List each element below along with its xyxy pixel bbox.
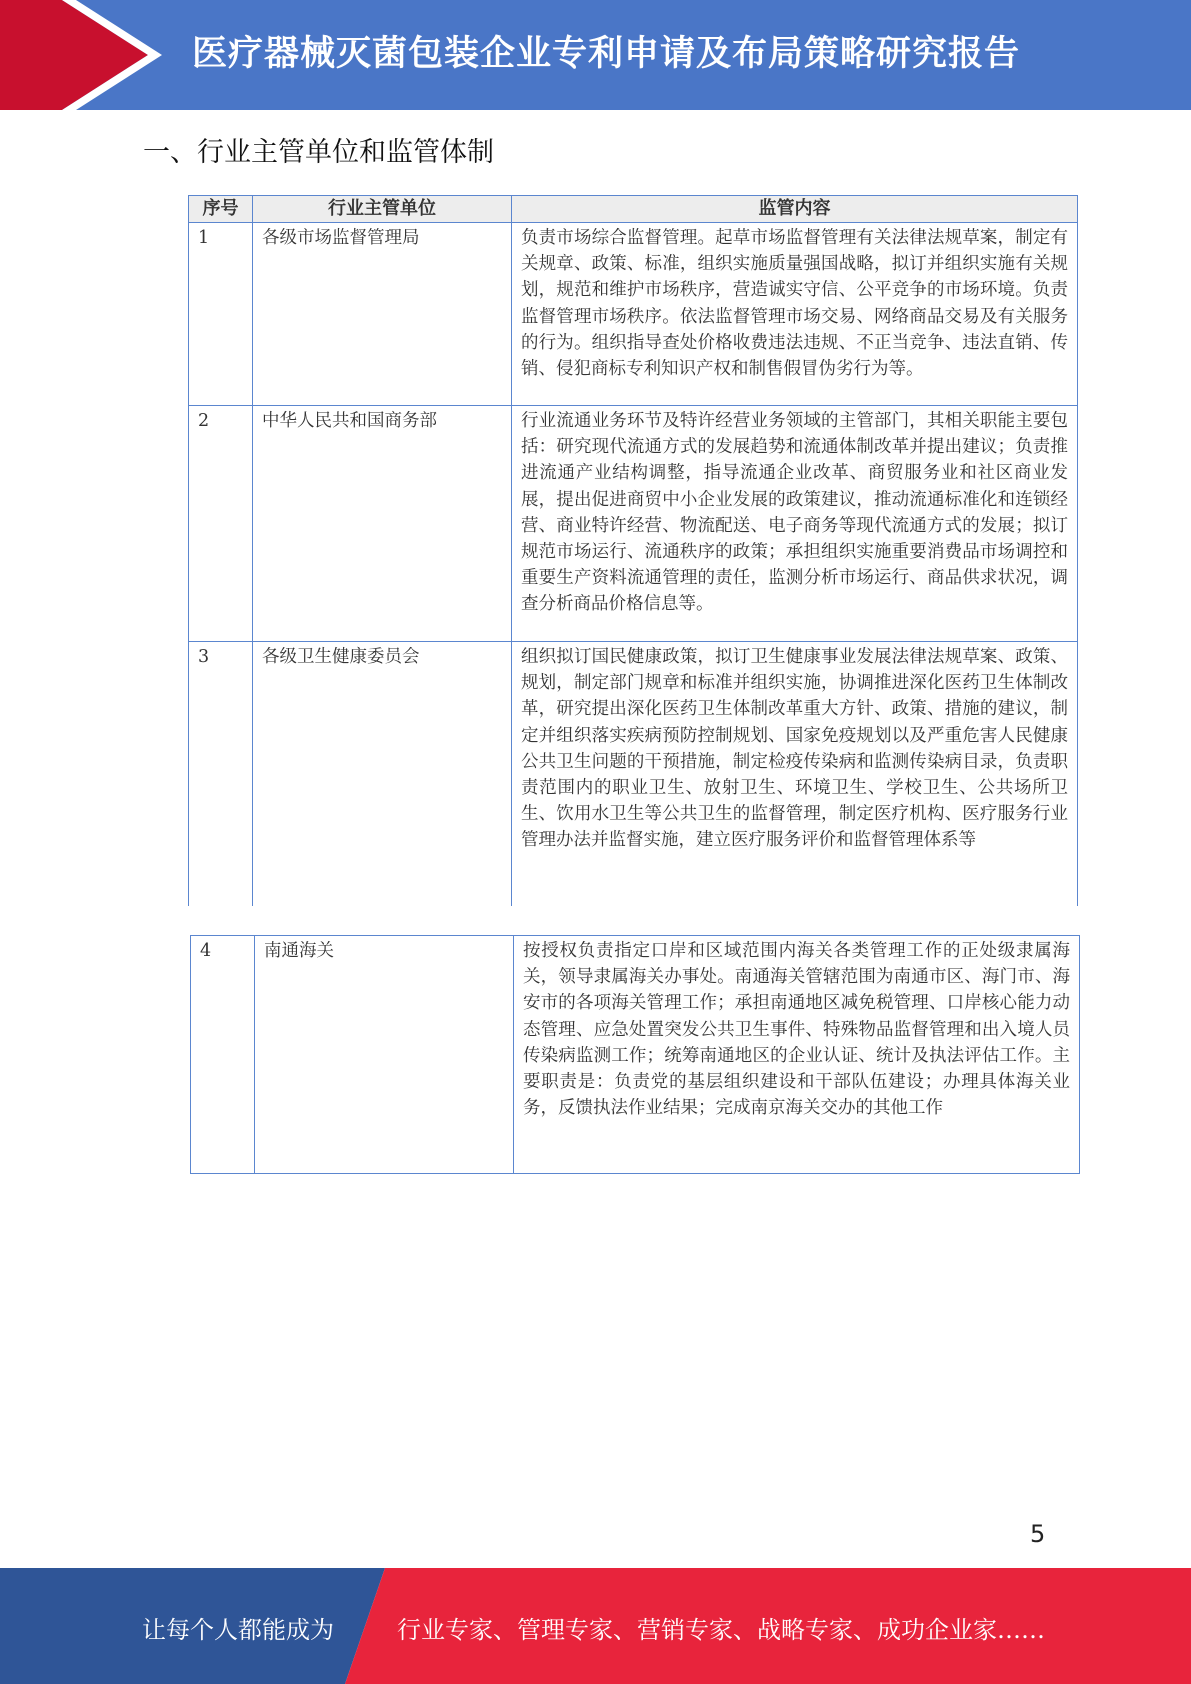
header-content: 监管内容 (512, 196, 1078, 223)
row-content: 行业流通业务环节及特许经营业务领域的主管部门，其相关职能主要包括：研究现代流通方式的发展趋势和流通体制改革并提出建议；负责推进流通产业结构调整，指导流通企业改革、商贸服务业和社区商业发展，提出促进商贸中小企业发展的政策建议，推动流通标准化和连锁经营、商业特许经营、物流配送、电子商务等现代流通方式的发展；拟订规范市场运行、流通秩序的政策；承担组织实施重要消费品市场调控和重要生产资料流通管理的责任，监测分析市场运行、商品供求状况，调查分析商品价格信息等。 (512, 406, 1078, 642)
table-row (189, 223, 1078, 406)
footer-banner (0, 1568, 1191, 1684)
footer-slogan-left: 让每个人都能成为 (142, 1616, 334, 1644)
row-content: 按授权负责指定口岸和区域范围内海关各类管理工作的正处级隶属海关，领导隶属海关办事处。南通海关管辖范围为南通市区、海门市、海安市的各项海关管理工作；承担南通地区减免税管理、口岸核心能力动态管理、应急处置突发公共卫生事件、特殊物品监督管理和出入境人员传染病监测工作；统筹南通地区的企业认证、统计及执法评估工作。主要职责是：负责党的基层组织建设和干部队伍建设；办理具体海关业务，反馈执法作业结果；完成南京海关交办的其他工作 (514, 936, 1080, 1174)
row-number: 3 (189, 642, 253, 906)
row-content: 负责市场综合监督管理。起草市场监督管理有关法律法规草案，制定有关规章、政策、标准，组织实施质量强国战略，拟订并组织实施有关规划，规范和维护市场秩序，营造诚实守信、公平竞争的市场环境。负责监督管理市场秩序。依法监督管理市场交易、网络商品交易及有关服务的行为。组织指导查处价格收费违法违规、不正当竞争、违法直销、传销、侵犯商标专利知识产权和制售假冒伪劣行为等。 (512, 223, 1078, 406)
page-number: 5 (1030, 1520, 1046, 1548)
row-unit: 各级卫生健康委员会 (253, 642, 512, 906)
header-unit: 行业主管单位 (253, 196, 512, 223)
row-unit: 各级市场监督管理局 (253, 223, 512, 406)
red-chevron-shape (0, 0, 148, 110)
row-number: 1 (189, 223, 253, 406)
footer-slogan-right: 行业专家、管理专家、营销专家、战略专家、成功企业家…… (397, 1616, 1045, 1644)
row-unit: 南通海关 (255, 936, 514, 1174)
table-row (189, 642, 1078, 906)
header-banner (0, 0, 1191, 110)
header-serial: 序号 (189, 196, 253, 223)
regulator-table (188, 195, 1078, 906)
table-row (191, 936, 1080, 1174)
report-title: 医疗器械灭菌包装企业专利申请及布局策略研究报告 (192, 34, 1021, 74)
row-number: 4 (191, 936, 255, 1174)
row-content: 组织拟订国民健康政策，拟订卫生健康事业发展法律法规草案、政策、规划，制定部门规章和标准并组织实施，协调推进深化医药卫生体制改革，研究提出深化医药卫生体制改革重大方针、政策、措施的建议，制定并组织落实疾病预防控制规划、国家免疫规划以及严重危害人民健康公共卫生问题的干预措施，制定检疫传染病和监测传染病目录，负责职责范围内的职业卫生、放射卫生、环境卫生、学校卫生、公共场所卫生、饮用水卫生等公共卫生的监督管理，制定医疗机构、医疗服务行业管理办法并监督实施，建立医疗服务评价和监督管理体系等 (512, 642, 1078, 906)
section-title: 一、行业主管单位和监管体制 (143, 137, 494, 168)
regulator-table-continued (190, 935, 1080, 1174)
row-unit: 中华人民共和国商务部 (253, 406, 512, 642)
row-number: 2 (189, 406, 253, 642)
table-row (189, 406, 1078, 642)
